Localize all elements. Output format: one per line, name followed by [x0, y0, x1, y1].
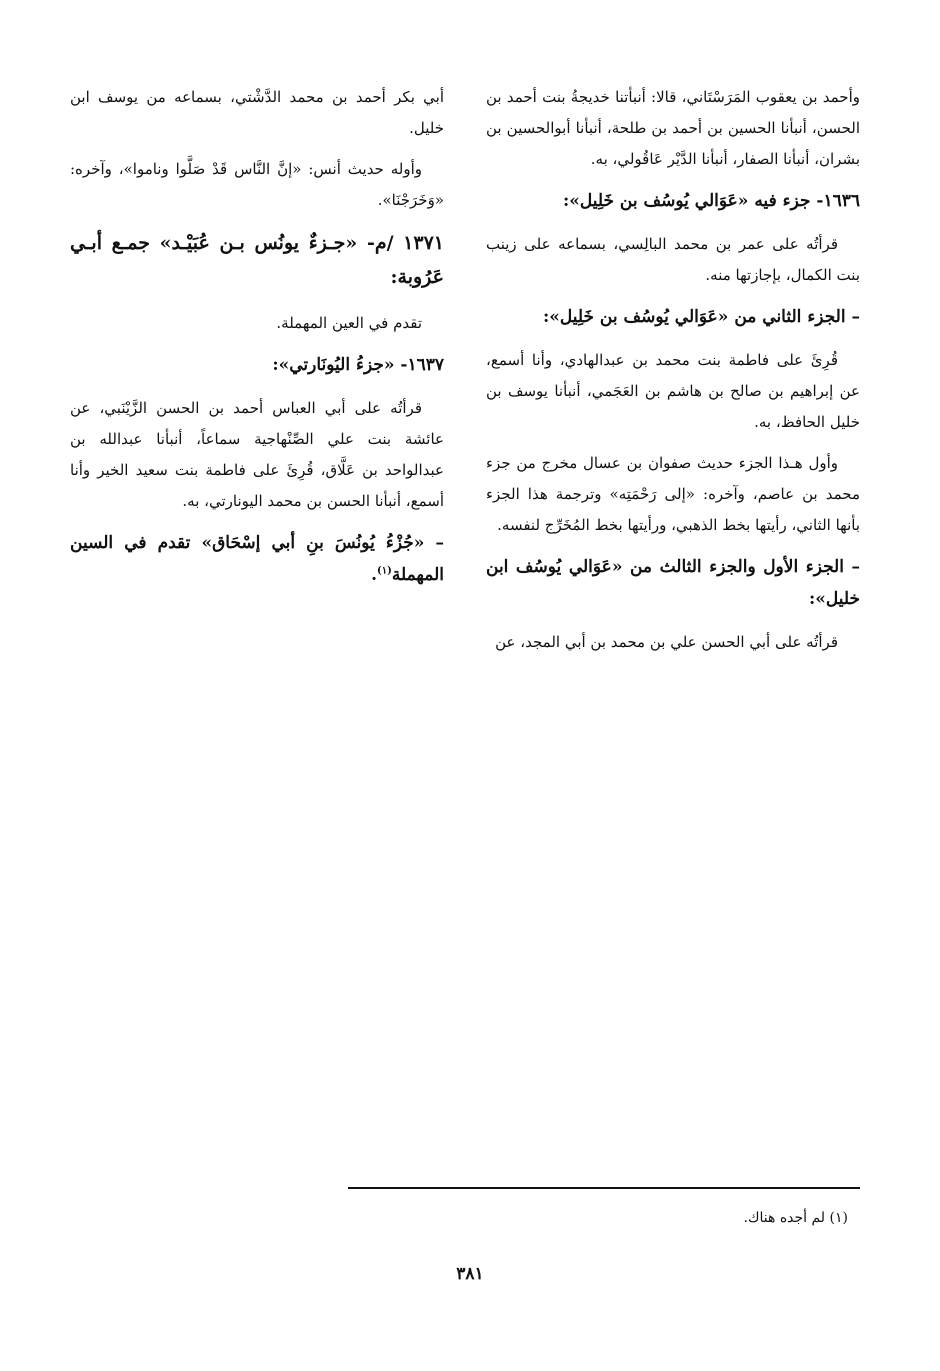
entry-heading-1636: ١٦٣٦- جزء فيه «عَوَالي يُوسُف بن خَلِيل»:	[562, 191, 860, 211]
paragraph: قرأتُه على عمر بن محمد البالِسي، بسماعه على زينب بنت الكمال، بإجازتها منه.	[486, 235, 860, 284]
entry-heading-yunus	[70, 527, 444, 591]
paragraph: وأحمد بن يعقوب المَرَسْتَاني، قالا: أنبأتنا خديجةُ بنت أحمد بن الحسن، أنبأنا الحسين بن أحمد بن طلحة، أنبأنا أبوالحسين بن بشران، أنبأنا الصفار، أنبأنا الدَّيْر عَاقُولي، به.	[486, 88, 860, 168]
footnote-divider	[348, 1187, 860, 1189]
entry-heading-1637: ١٦٣٧- «جزءُ اليُونَارتي»:	[272, 355, 444, 375]
paragraph: قرأتُه على أبي العباس أحمد بن الحسن الزَّيْنَبي، عن عائشة بنت علي الصِّنْهاجية سماعاً، أنبأنا عبدالله بن عبدالواحد بن عَلَّاق، قُرِئَ على فاطمة بنت سعيد الخير وأنا أسمع، أنبأنا الحسن بن محمد اليونارتي، به.	[70, 399, 444, 510]
entry-heading-1371: ١٣٧١ /م- «جـزءٌ يونُس بـن عُبَيْـد» جمـع أبـي عَرُوبة:	[70, 232, 444, 288]
paragraph: قرأتُه على أبي الحسن علي بن محمد بن أبي المجد، عن	[495, 633, 838, 651]
entry-heading-first-third-parts: – الجزء الأول والجزء الثالث من «عَوَالي يُوسُف ابن خليل»:	[486, 557, 860, 609]
right-column	[486, 82, 860, 668]
entry-heading-second-part: – الجزء الثاني من «عَوَالي يُوسُف بن خَلِيل»:	[542, 307, 860, 327]
page-number: ٣٨١	[456, 1264, 484, 1284]
heading-end: .	[371, 565, 378, 585]
footnote: (١) لم أجده هناك.	[743, 1210, 848, 1226]
paragraph: وأول هـذا الجزء حديث صفوان بن عسال مخرج من جزء محمد بن عاصم، وآخره: «إلى رَحْمَتِه» وترجمة هذا الجزء بأنها الثاني، رأيتها بخط الذهبي، ورأيتها بخط المُخَرِّج لنفسه.	[486, 454, 860, 534]
paragraph: وأوله حديث أنس: «إنَّ النَّاس قَدْ صَلَّوا وناموا»، وآخره: «وَخَرَجْنَا».	[70, 160, 444, 209]
paragraph: قُرِئَ على فاطمة بنت محمد بن عبدالهادي، وأنا أسمع، عن إبراهيم بن صالح بن هاشم بن العَجَمي، أنبأنا يوسف بن خليل الحافظ، به.	[486, 351, 860, 431]
heading-text: – «جُزْءُ يُونُسَ بنِ أبي إسْحَاق» تقدم في السين المهملة	[70, 533, 444, 585]
left-column	[70, 82, 444, 603]
paragraph: تقدم في العين المهملة.	[276, 314, 422, 332]
footnote-marker[interactable]: (١)	[377, 565, 392, 577]
paragraph: أبي بكر أحمد بن محمد الدَّشْتي، بسماعه من يوسف ابن خليل.	[70, 88, 444, 137]
